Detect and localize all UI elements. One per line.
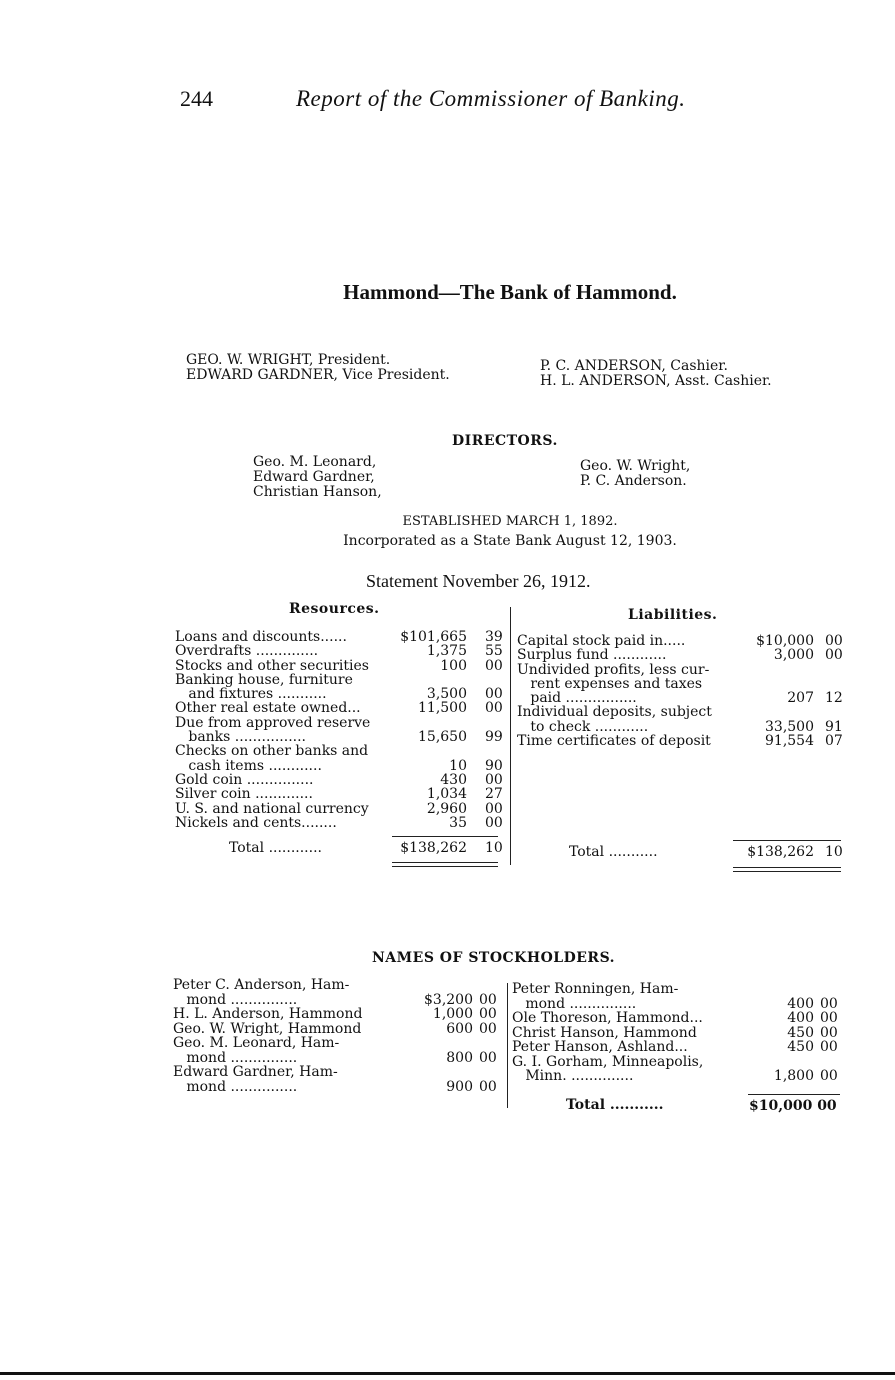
table-row bbox=[512, 982, 842, 997]
row-label: paid ................ bbox=[517, 690, 637, 707]
row-label: Undivided profits, less cur- bbox=[517, 661, 710, 678]
row-dollars: 15,650 bbox=[418, 729, 467, 746]
resources-heading: Resources. bbox=[289, 601, 380, 617]
row-label: Edward Gardner, Ham- bbox=[173, 1064, 338, 1080]
liabilities-total-row bbox=[517, 845, 847, 859]
row-label: Other real estate owned... bbox=[175, 700, 361, 717]
table-row bbox=[175, 701, 505, 715]
table-row bbox=[512, 1011, 842, 1026]
row-dollars: 450 bbox=[787, 1039, 814, 1055]
officers-left bbox=[186, 353, 450, 383]
table-row bbox=[173, 1051, 503, 1066]
row-dollars: 1,034 bbox=[426, 786, 467, 803]
row-label: Capital stock paid in..... bbox=[517, 633, 686, 649]
liabilities-total-label: Total ........... bbox=[569, 844, 658, 860]
table-row bbox=[173, 993, 503, 1008]
total-rule bbox=[733, 840, 841, 841]
row-cents: 00 bbox=[485, 657, 503, 674]
total-double-rule bbox=[392, 866, 498, 867]
stockholders-total-amount: $10,000 00 bbox=[749, 1098, 837, 1114]
table-row bbox=[517, 663, 847, 677]
officers-right bbox=[540, 359, 772, 389]
row-cents: 00 bbox=[485, 814, 503, 831]
row-label: Time certificates of deposit bbox=[517, 733, 711, 750]
row-label: mond ............... bbox=[512, 995, 637, 1012]
officer-vice-president: EDWARD GARDNER, Vice President. bbox=[186, 367, 450, 383]
row-label: U. S. and national currency bbox=[175, 800, 369, 817]
row-dollars: $10,000 bbox=[756, 633, 814, 649]
row-cents: 00 bbox=[479, 1020, 497, 1037]
row-label: Stocks and other securities bbox=[175, 657, 369, 674]
resources-total-dollars: $138,262 bbox=[400, 840, 467, 856]
table-row bbox=[173, 1080, 503, 1095]
table-row bbox=[512, 1026, 842, 1041]
row-dollars: 1,000 bbox=[432, 1006, 473, 1022]
column-divider bbox=[510, 607, 511, 865]
row-dollars: 2,960 bbox=[426, 800, 467, 817]
total-rule bbox=[748, 1094, 840, 1095]
stockholders-heading: NAMES OF STOCKHOLDERS. bbox=[372, 950, 616, 966]
row-label: Peter C. Anderson, Ham- bbox=[173, 977, 350, 993]
row-cents: 00 bbox=[820, 1024, 838, 1041]
row-label: Due from approved reserve bbox=[175, 714, 371, 731]
table-row bbox=[512, 1069, 842, 1084]
row-label: Peter Ronningen, Ham- bbox=[512, 981, 679, 997]
table-row bbox=[517, 691, 847, 705]
row-dollars: 400 bbox=[787, 1010, 814, 1026]
stockholders-total-label: Total ........... bbox=[566, 1097, 664, 1113]
row-label: Geo. W. Wright, Hammond bbox=[173, 1020, 362, 1037]
officer-asst-cashier: H. L. ANDERSON, Asst. Cashier. bbox=[540, 373, 772, 389]
row-cents: 00 bbox=[820, 1068, 838, 1084]
row-label: Banking house, furniture bbox=[175, 671, 353, 688]
resources-total-label: Total ............ bbox=[229, 840, 322, 856]
row-dollars: $101,665 bbox=[400, 629, 467, 645]
directors-left bbox=[253, 455, 382, 500]
row-label: Silver coin ............. bbox=[175, 786, 313, 803]
row-label: Christ Hanson, Hammond bbox=[512, 1024, 697, 1041]
table-row bbox=[175, 659, 505, 673]
table-row bbox=[517, 705, 847, 719]
table-row bbox=[175, 644, 505, 658]
row-label: Checks on other banks and bbox=[175, 743, 369, 760]
row-label: rent expenses and taxes bbox=[517, 675, 703, 692]
row-dollars: 3,000 bbox=[773, 647, 814, 664]
row-label: mond ............... bbox=[173, 1049, 298, 1066]
row-dollars: 11,500 bbox=[418, 700, 467, 717]
total-rule bbox=[392, 836, 498, 837]
table-row bbox=[175, 730, 505, 744]
row-dollars: 207 bbox=[787, 690, 814, 707]
row-cents: 00 bbox=[485, 800, 503, 817]
row-cents: 12 bbox=[825, 690, 843, 707]
row-label: mond ............... bbox=[173, 991, 298, 1008]
row-label: Individual deposits, subject bbox=[517, 704, 712, 721]
row-label: Minn. .............. bbox=[512, 1068, 634, 1084]
running-title: Report of the Commissioner of Banking. bbox=[296, 86, 686, 111]
liabilities-total-cents: 10 bbox=[825, 844, 843, 860]
row-cents: 00 bbox=[820, 1039, 838, 1055]
row-label: Nickels and cents........ bbox=[175, 814, 337, 831]
row-label: Gold coin ............... bbox=[175, 771, 314, 788]
table-row bbox=[175, 773, 505, 787]
row-label: Overdrafts .............. bbox=[175, 643, 319, 660]
table-row bbox=[517, 648, 847, 662]
page-number: 244 bbox=[180, 86, 213, 111]
table-row bbox=[512, 1040, 842, 1055]
table-row bbox=[175, 802, 505, 816]
row-cents: 00 bbox=[485, 771, 503, 788]
row-cents: 00 bbox=[479, 1049, 497, 1066]
row-cents: 00 bbox=[825, 633, 843, 649]
row-label: G. I. Gorham, Minneapolis, bbox=[512, 1053, 704, 1070]
row-cents: 00 bbox=[479, 1006, 497, 1022]
directors-right bbox=[580, 459, 690, 489]
table-row bbox=[512, 997, 842, 1012]
row-label: to check ............ bbox=[517, 718, 649, 735]
row-cents: 00 bbox=[485, 686, 503, 703]
row-cents: 00 bbox=[479, 1078, 497, 1095]
row-dollars: 35 bbox=[449, 814, 467, 831]
directors-heading: DIRECTORS. bbox=[452, 433, 558, 449]
row-cents: 07 bbox=[825, 733, 843, 750]
page-bottom-border bbox=[0, 1372, 895, 1375]
officer-president: GEO. W. WRIGHT, President. bbox=[186, 352, 391, 368]
column-divider bbox=[507, 983, 508, 1108]
resources-table bbox=[175, 630, 505, 830]
row-cents: 00 bbox=[820, 995, 838, 1012]
row-dollars: 1,800 bbox=[773, 1068, 814, 1084]
row-dollars: 3,500 bbox=[426, 686, 467, 703]
row-cents: 00 bbox=[825, 647, 843, 664]
row-dollars: 1,375 bbox=[426, 643, 467, 660]
row-dollars: $3,200 bbox=[424, 991, 473, 1008]
row-cents: 27 bbox=[485, 786, 503, 803]
row-cents: 55 bbox=[485, 643, 503, 660]
resources-total-cents: 10 bbox=[485, 840, 503, 856]
table-row bbox=[173, 1007, 503, 1022]
table-row bbox=[175, 816, 505, 830]
row-cents: 39 bbox=[485, 629, 503, 645]
row-dollars: 400 bbox=[787, 995, 814, 1012]
row-label: Loans and discounts...... bbox=[175, 629, 347, 645]
row-dollars: 430 bbox=[440, 771, 467, 788]
table-row bbox=[512, 1055, 842, 1070]
table-row bbox=[175, 630, 505, 644]
row-dollars: 600 bbox=[446, 1020, 473, 1037]
row-label: mond ............... bbox=[173, 1078, 298, 1095]
liabilities-table bbox=[517, 634, 847, 748]
row-label: H. L. Anderson, Hammond bbox=[173, 1006, 363, 1022]
table-row bbox=[517, 734, 847, 748]
liabilities-total-dollars: $138,262 bbox=[747, 844, 814, 860]
row-label: cash items ............ bbox=[175, 757, 322, 774]
row-label: banks ................ bbox=[175, 729, 306, 746]
total-double-rule bbox=[733, 871, 841, 872]
row-dollars: 91,554 bbox=[765, 733, 814, 750]
liabilities-heading: Liabilities. bbox=[628, 607, 718, 623]
table-row bbox=[517, 720, 847, 734]
row-dollars: 10 bbox=[449, 757, 467, 774]
incorporated-line: Incorporated as a State Bank August 12, 1903. bbox=[343, 533, 677, 549]
table-row bbox=[175, 787, 505, 801]
statement-title: Statement November 26, 1912. bbox=[366, 571, 591, 591]
table-row bbox=[173, 1036, 503, 1051]
director-name: Christian Hanson, bbox=[253, 484, 382, 500]
director-name: P. C. Anderson. bbox=[580, 473, 687, 489]
director-name: Geo. M. Leonard, bbox=[253, 454, 377, 470]
table-row bbox=[517, 677, 847, 691]
row-cents: 99 bbox=[485, 729, 503, 746]
stockholders-left-table bbox=[173, 978, 503, 1094]
table-row bbox=[173, 1022, 503, 1037]
table-row bbox=[173, 978, 503, 993]
table-row bbox=[173, 1065, 503, 1080]
total-double-rule bbox=[733, 867, 841, 868]
bank-title: Hammond—The Bank of Hammond. bbox=[343, 280, 677, 304]
row-label: Ole Thoreson, Hammond... bbox=[512, 1010, 703, 1026]
table-row bbox=[175, 687, 505, 701]
table-row bbox=[517, 634, 847, 648]
established-line: ESTABLISHED MARCH 1, 1892. bbox=[402, 514, 618, 529]
table-row bbox=[175, 759, 505, 773]
row-dollars: 100 bbox=[440, 657, 467, 674]
row-dollars: 900 bbox=[446, 1078, 473, 1095]
row-label: and fixtures ........... bbox=[175, 686, 327, 703]
row-dollars: 800 bbox=[446, 1049, 473, 1066]
director-name: Geo. W. Wright, bbox=[580, 458, 691, 474]
row-cents: 00 bbox=[820, 1010, 838, 1026]
table-row bbox=[175, 716, 505, 730]
resources-total-row bbox=[175, 841, 505, 855]
table-row bbox=[175, 744, 505, 758]
row-label: Geo. M. Leonard, Ham- bbox=[173, 1035, 340, 1051]
officer-cashier: P. C. ANDERSON, Cashier. bbox=[540, 358, 728, 374]
row-label: Surplus fund ............ bbox=[517, 647, 667, 664]
director-name: Edward Gardner, bbox=[253, 469, 375, 485]
row-dollars: 450 bbox=[787, 1024, 814, 1041]
row-cents: 00 bbox=[485, 700, 503, 717]
total-double-rule bbox=[392, 862, 498, 863]
row-cents: 00 bbox=[479, 991, 497, 1008]
stockholders-right-table bbox=[512, 982, 842, 1084]
row-dollars: 33,500 bbox=[765, 718, 814, 735]
row-cents: 90 bbox=[485, 757, 503, 774]
row-cents: 91 bbox=[825, 718, 843, 735]
table-row bbox=[175, 673, 505, 687]
row-label: Peter Hanson, Ashland... bbox=[512, 1039, 688, 1055]
